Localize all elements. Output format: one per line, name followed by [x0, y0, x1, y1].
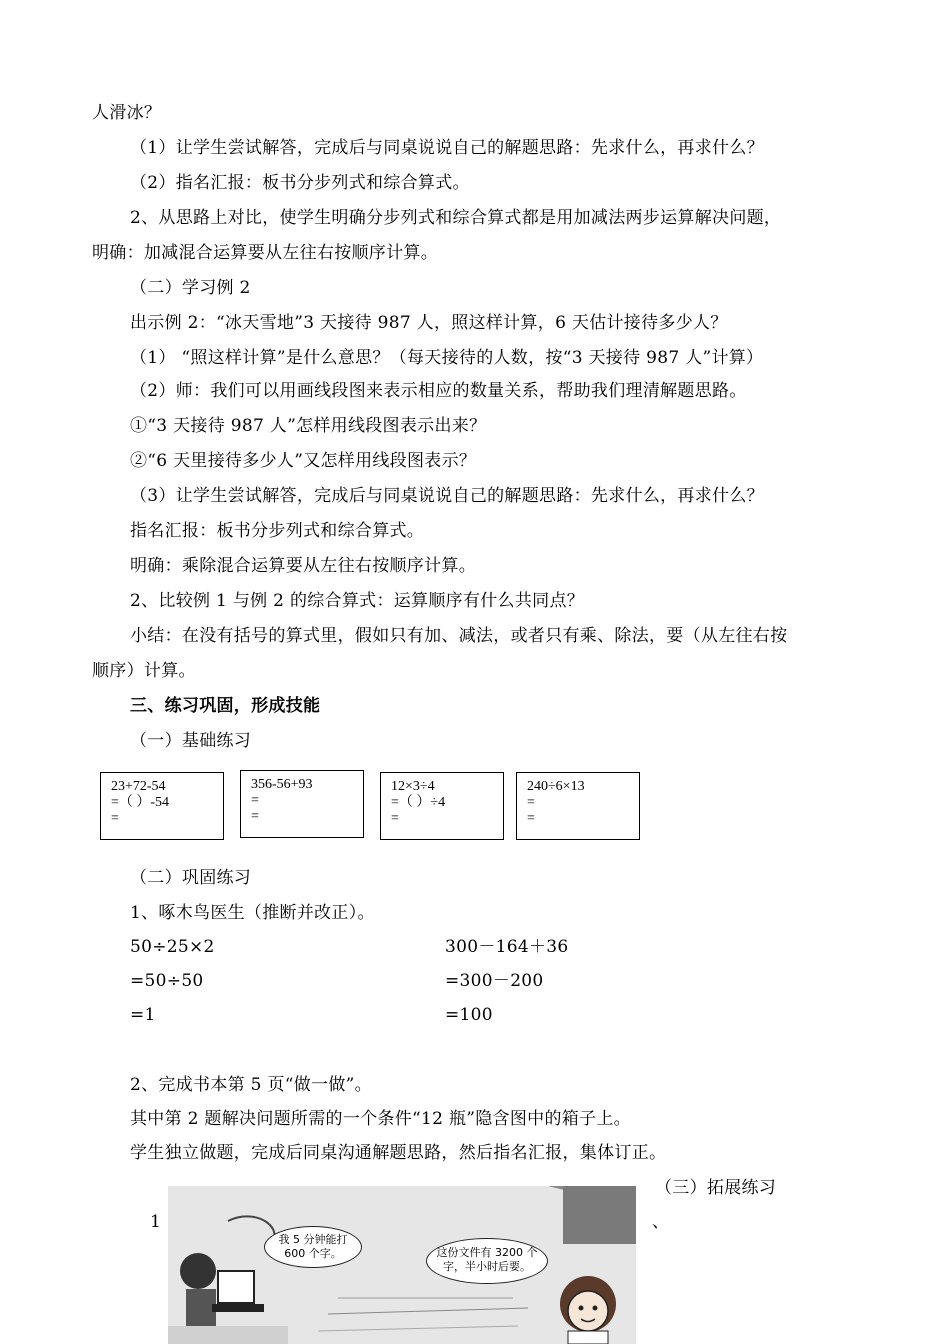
subsection-heading: （二）巩固练习: [130, 868, 252, 888]
exercise-step: =（ ）-54: [111, 795, 170, 810]
calc-line: 50÷25×2: [130, 937, 215, 957]
calc-line: =300－200: [445, 971, 544, 991]
exercise-step: =: [111, 811, 119, 826]
text-line: （2）指名汇报：板书分步列式和综合算式。: [130, 173, 470, 193]
text-line: 小结：在没有括号的算式里，假如只有加、减法，或者只有乘、除法，要（从左往右按: [130, 626, 788, 646]
exercise-step: =: [251, 793, 259, 808]
exercise-box: [100, 772, 224, 840]
exercise-expression: 12×3÷4: [391, 779, 435, 794]
exercise-expression: 240÷6×13: [527, 779, 585, 794]
bubble-text: 这份文件有 3200 个: [436, 1246, 538, 1259]
item-mark: 、: [652, 1212, 670, 1232]
calc-line: =1: [130, 1005, 156, 1025]
subsection-heading: （一）基础练习: [130, 731, 252, 751]
calc-line: 300－164＋36: [445, 937, 569, 957]
exercise-illustration: [168, 1186, 636, 1344]
text-line: （1） “照这样计算”是什么意思？（每天接待的人数，按“3 天接待 987 人”计算）: [130, 348, 764, 368]
illustration-artwork: [168, 1186, 636, 1344]
exercise-expression: 23+72-54: [111, 779, 166, 794]
exercise-step: =: [527, 795, 535, 810]
text-line: 学生独立做题，完成后同桌沟通解题思路，然后指名汇报，集体订正。: [130, 1143, 667, 1163]
exercise-box: [380, 772, 504, 840]
text-line: 明确：乘除混合运算要从左往右按顺序计算。: [130, 556, 476, 576]
text-line: （二）学习例 2: [130, 278, 251, 298]
text-line: 2、完成书本第 5 页“做一做”。: [130, 1075, 372, 1095]
exercise-step: =: [527, 811, 535, 826]
exercise-step: =（ ）÷4: [391, 795, 446, 810]
exercise-box: [240, 770, 364, 838]
calc-line: =100: [445, 1005, 493, 1025]
text-line: 其中第 2 题解决问题所需的一个条件“12 瓶”隐含图中的箱子上。: [130, 1109, 631, 1129]
subsection-heading: （三）拓展练习: [655, 1178, 777, 1198]
section-heading: 三、练习巩固，形成技能: [130, 696, 321, 716]
text-line: 1、啄木鸟医生（推断并改正）。: [130, 903, 375, 923]
text-line: 顺序）计算。: [92, 661, 196, 681]
text-line: 2、比较例 1 与例 2 的综合算式：运算顺序有什么共同点？: [130, 591, 585, 611]
text-line: 出示例 2：“冰天雪地”3 天接待 987 人，照这样计算，6 天估计接待多少人？: [130, 313, 728, 333]
item-number: 1: [150, 1212, 162, 1232]
text-line: 明确：加减混合运算要从左往右按顺序计算。: [92, 243, 438, 263]
exercise-expression: 356-56+93: [251, 777, 313, 792]
text-line: （1）让学生尝试解答，完成后与同桌说说自己的解题思路：先求什么，再求什么？: [130, 138, 764, 158]
text-line: ①“3 天接待 987 人”怎样用线段图表示出来？: [130, 416, 487, 436]
text-line: 人滑冰？: [92, 103, 162, 123]
bubble-text: 我 5 分钟能打: [278, 1233, 348, 1246]
text-line: （3）让学生尝试解答，完成后与同桌说说自己的解题思路：先求什么，再求什么？: [130, 486, 764, 506]
text-line: ②“6 天里接待多少人”又怎样用线段图表示？: [130, 451, 477, 471]
bubble-text: 600 个字。: [284, 1247, 342, 1260]
exercise-box: [516, 772, 640, 840]
calc-line: =50÷50: [130, 971, 204, 991]
text-line: 2、从思路上对比，使学生明确分步列式和综合算式都是用加减法两步运算解决问题，: [130, 208, 782, 228]
bubble-text: 字，半小时后要。: [443, 1260, 531, 1273]
text-line: 指名汇报：板书分步列式和综合算式。: [130, 521, 425, 541]
speech-bubble-girl: [426, 1238, 548, 1284]
exercise-step: =: [251, 809, 259, 824]
exercise-step: =: [391, 811, 399, 826]
text-line: （2）师：我们可以用画线段图来表示相应的数量关系，帮助我们理清解题思路。: [130, 381, 747, 401]
speech-bubble-boy: [264, 1226, 362, 1268]
